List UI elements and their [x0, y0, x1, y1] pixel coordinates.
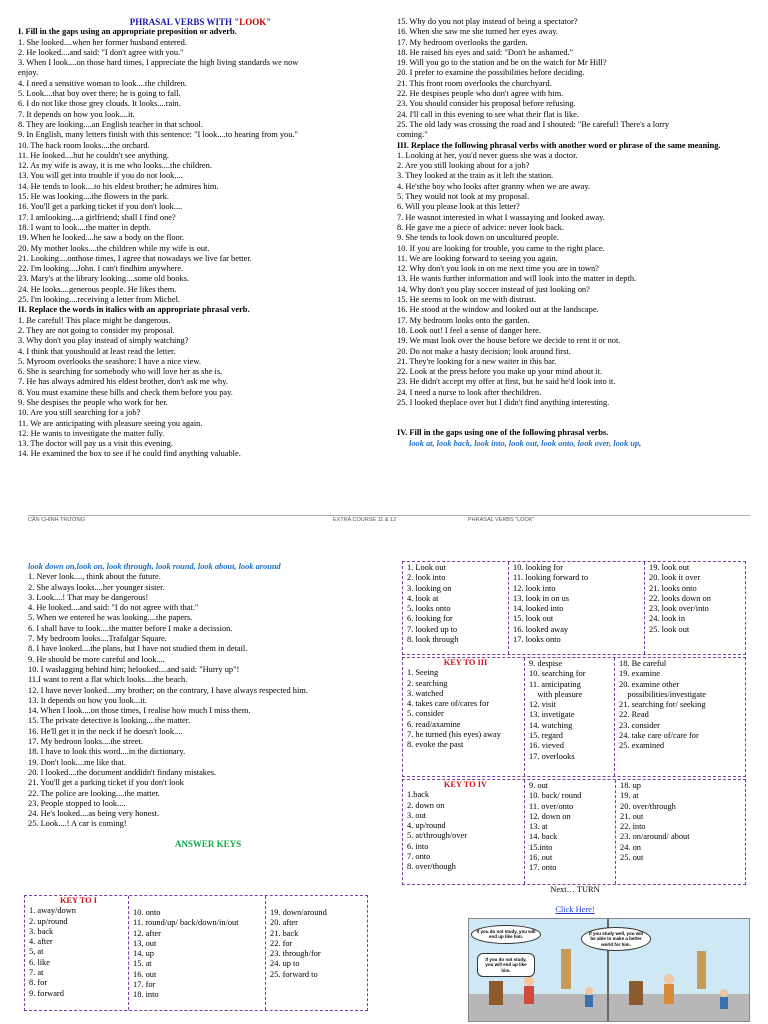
exercise-item: 2. She always looks....her younger sister. — [28, 582, 165, 592]
key-item: 5. at/through/over — [407, 831, 468, 841]
key-item: 24. look in — [649, 614, 686, 624]
exercise-item: 13. You will get into trouble if you do not look.... — [18, 171, 183, 181]
exercise-item: 16. He stood at the window and looked out at the landscape. — [397, 305, 599, 315]
key-item: 3. looking on — [407, 583, 452, 593]
exercise-item: 6. I do not like those grey clouds. It looks....rain. — [18, 99, 181, 109]
exercise-item: 17. I amlooking....a girlfriend; shall I find one? — [18, 212, 176, 222]
exercise-item: 5. Look....that boy over there; he is going to fall. — [18, 89, 181, 99]
section-2-list — [18, 316, 383, 460]
key-to-i-title: KEY TO I — [59, 896, 98, 905]
exercise-item: 23. Mary's at the library looking....some old books. — [18, 274, 190, 284]
exercise-item: 11. He looked....but he couldn't see anything. — [18, 150, 169, 160]
key-item: 16. out — [529, 853, 553, 863]
exercise-item: 11. We are looking forward to seeing you again. — [397, 253, 558, 263]
key-item: 16. vieved — [529, 741, 564, 751]
key-item: 2. look into — [407, 573, 446, 583]
key-item: 13. look in on us — [513, 593, 570, 603]
key-item: 20. look it over — [649, 573, 701, 583]
exercise-item: 5. They would not look at my proposal. — [397, 192, 530, 202]
section-4-list — [28, 572, 388, 829]
exercise-item: 3. Why don't you play instead of simply watching? — [18, 336, 189, 346]
key-item: possibilities/investigate — [619, 689, 707, 699]
key-item: 4. up/round — [407, 821, 446, 831]
key-to-iv-title: KEY TO IV — [443, 780, 488, 789]
key-item: 17. onto — [529, 863, 557, 873]
key-item: 9. despise — [529, 659, 563, 668]
key-item: 10. looking for — [513, 563, 564, 572]
key-item: 11. over/onto — [529, 801, 574, 811]
key-item: 16. looked away — [513, 624, 569, 634]
key-item: 18. up — [620, 781, 641, 790]
exercise-item: 1. Never look...., think about the future. — [28, 572, 161, 582]
key-item: 20. over/through — [620, 801, 676, 811]
key-item: 12. visit — [529, 700, 556, 710]
exercise-item: 4. I need a sensitive woman to look....the children. — [18, 78, 187, 88]
speech-bubble-right: If you study well, you will be able to make a better world for him. — [581, 927, 651, 951]
exercise-item: 22. He despises people who don't agree with him. — [397, 89, 564, 99]
exercise-item: 2. They are not going to consider my proposal. — [18, 325, 175, 335]
exercise-item: 15. He was looking....the flowers in the park. — [18, 192, 169, 202]
exercise-item: 9. He should be more careful and look.... — [28, 654, 165, 664]
exercise-item: 22. I'm looking....John. I can't findhim anywhere. — [18, 264, 184, 274]
key-item: 18. into — [133, 990, 159, 1000]
exercise-item: 24. He looks....generous people. He likes them. — [18, 284, 177, 294]
key-item: 23. on/around/ about — [620, 832, 690, 842]
section-2-heading: II. Replace the words in italics with an appropriate phrasal verb. — [18, 305, 250, 315]
bottom-left-column — [28, 562, 388, 849]
answer-keys-title: ANSWER KEYS — [174, 838, 242, 849]
key-item: 4. takes care of/cares for — [407, 699, 490, 709]
key-item: 19. look out — [649, 563, 690, 572]
exercise-item: 15. Why do you not play instead of being a spectator? — [397, 17, 578, 26]
exercise-item: 21. They're looking for a new waiter in this bar. — [397, 356, 557, 366]
section-4-options-line-1: look at, look back, look into, look out, look onto, look over, look up, — [409, 438, 642, 448]
key-item: 12. down on — [529, 811, 571, 821]
exercise-item: 21. This front room overlooks the churchyard. — [397, 78, 552, 88]
exercise-item: 15. The private detective is looking....the matter. — [28, 716, 191, 726]
key-item: 20. after — [270, 918, 298, 928]
key-item: 8. evoke the past — [407, 740, 464, 750]
exercise-item: 23. He didn't accept my offer at first, but he said he'd look into it. — [397, 377, 616, 387]
exercise-item: 16. He'll get it in the neck if he doesn't look.... — [28, 726, 183, 736]
exercise-item: 21. You'll get a parking ticket if you don't look — [28, 778, 184, 788]
speech-bubble-small: If you do not study, you will end up like him. — [477, 953, 535, 977]
key-item: 6. read/axamine — [407, 719, 461, 729]
key-item: 3. watched — [407, 688, 444, 698]
exercise-item: 19. We must look over the house before we decide to rent it or not. — [397, 336, 621, 346]
key-item: 1. away/down — [29, 906, 76, 916]
key-item: 7. looked up to — [407, 624, 458, 634]
exercise-item: 6. She is searching for somebody who will love her as she is. — [18, 367, 223, 377]
key-item: 10. searching for — [529, 669, 586, 679]
key-item: 14. looked into — [513, 604, 564, 614]
key-item: with pleasure — [529, 689, 583, 699]
footer-author: CẦN CHÍNH TRƯỜNG — [28, 517, 85, 523]
key-item: 23. through/for — [270, 949, 321, 959]
key-item: 14. up — [133, 949, 154, 959]
exercise-item: 19. Don't look....me like that. — [28, 757, 126, 767]
exercise-item: 3. Look....! That may be dangerous! — [28, 592, 149, 602]
key-item: 16. out — [133, 969, 157, 979]
footer-topic: PHRASAL VERBS "LOOK" — [468, 517, 535, 523]
exercise-item: 4. He looked....and said: "I do not agree with that." — [28, 603, 199, 613]
key-item: 13. at — [529, 822, 548, 832]
key-item: 22. Read — [619, 710, 649, 720]
key-item: 1. Look out — [407, 563, 446, 572]
key-item: 25. out — [620, 853, 644, 863]
exercise-item: 12. I have never looked....my brother; on the contrary, I have always respected him. — [28, 685, 308, 695]
exercise-item: 13. He wants further information and will look into the matter in depth. — [397, 274, 637, 284]
exercise-item: 2. He looked....and said: "I don't agree with you." — [18, 47, 184, 57]
exercise-item: 18. I have to look this word....in the dictionary. — [28, 747, 186, 757]
section-1-heading: I. Fill in the gaps using an appropriate preposition or adverb. — [18, 27, 237, 37]
exercise-item: 12. As my wife is away, it is me who looks....the children. — [18, 161, 212, 171]
exercise-item: 1. She looked....when her former husband entered. — [18, 37, 187, 47]
key-item: 14. back — [529, 832, 558, 842]
key-item: 24. take care of/care for — [619, 731, 699, 741]
exercise-item: 18. He raised his eyes and said: "Don't be ashamed." — [397, 47, 574, 57]
exercise-item: 5. When we entered he was looking....the papers. — [28, 613, 193, 623]
key-item: 23. consider — [619, 720, 660, 730]
exercise-item: 14. He examined the box to see if he could find anything valuable. — [18, 449, 241, 459]
exercise-item: 8. They are looking....an English teacher in that school. — [18, 119, 203, 129]
section-3-list — [397, 151, 750, 408]
exercise-item: 10. Are you still searching for a job? — [18, 408, 141, 418]
key-to-iv-box — [402, 779, 746, 885]
key-item: 21. back — [270, 928, 299, 938]
key-item: 7. onto — [407, 852, 431, 862]
key-item: 5. consider — [407, 709, 444, 719]
exercise-item: 1. Be careful! This place might be dangerous. — [18, 315, 171, 325]
key-item: 11. round/up/ back/down/in/out — [133, 918, 239, 928]
key-item: 8. for — [29, 978, 48, 988]
key-item: 9. forward — [29, 988, 64, 998]
key-item: 12. after — [133, 928, 161, 938]
exercise-item: 11. We are anticipating with pleasure seeing you again. — [18, 418, 203, 428]
key-item: 15. look out — [513, 614, 554, 624]
key-item: 25. forward to — [270, 969, 318, 979]
exercise-item: 25. The old lady was crossing the road and I shouted: "Be careful! There's a lorry — [397, 119, 670, 129]
worksheet-title: PHRASAL VERBS WITH "LOOK" — [129, 17, 272, 27]
exercise-item: 18. I want to look....the matter in depth. — [18, 222, 151, 232]
top-left-column — [18, 17, 383, 460]
exercise-item: 14. He tends to look....to his eldest brother; he admires him. — [18, 181, 219, 191]
exercise-item: 9. She despises the people who work for her. — [18, 397, 168, 407]
exercise-item: 20. My mother looks....the children while my wife is out. — [18, 243, 210, 253]
section-4-options-line-2: look down on,look on, look through, look round, look about, look around — [28, 562, 281, 571]
exercise-item: 25. I looked theplace over but I didn't find anything interesting. — [397, 397, 610, 407]
exercise-item: 11.I want to rent a flat which looks....the beach. — [28, 675, 188, 685]
exercise-item: 8. He gave me a piece of advice: never look back. — [397, 222, 564, 232]
exercise-item: 7. He has always admired his eldest brother, don't ask me why. — [18, 377, 228, 387]
exercise-item: 4. I think that youshould at least read the letter. — [18, 346, 176, 356]
key-item: 19. examine — [619, 669, 660, 679]
exercise-item: 23. You should consider his proposal before refusing. — [397, 99, 576, 109]
exercise-item: 20. I looked....the document anddidn't findany mistakes. — [28, 767, 217, 777]
key-to-iii-box — [402, 657, 746, 777]
exercise-item: 17. My bedroom looks onto the garden. — [397, 315, 530, 325]
top-right-column — [397, 17, 750, 449]
key-item: 7. at — [29, 968, 44, 978]
exercise-item: 25. Look....! A car is coming! — [28, 819, 127, 829]
footer-course: EXTRA COURSE 11 & 12 — [333, 517, 397, 523]
exercise-item: 10. The back room looks....the orchard. — [18, 140, 150, 150]
key-item: 22. for — [270, 938, 293, 948]
key-item: 19. down/around — [270, 908, 327, 917]
key-item: 25. look out — [649, 624, 690, 634]
key-item: 21. looks onto — [649, 583, 697, 593]
exercise-item: 17. My bedroon looks....the street. — [28, 737, 143, 747]
key-item: 13, out — [133, 938, 157, 948]
key-item: 1.back — [407, 790, 430, 800]
cartoon-illustration — [468, 918, 750, 1022]
exercise-item: 10. I waslagging behind him; helooked....and said: "Hurry up"! — [28, 664, 240, 674]
exercise-item: 24. I need a nurse to look after thechildren. — [397, 387, 542, 397]
key-item: 17. overlooks — [529, 751, 575, 761]
section-4-heading: IV. Fill in the gaps using one of the following phrasal verbs. — [397, 428, 609, 438]
key-item: 9. out — [529, 781, 549, 790]
exercise-item: 1. Looking at her, you'd never guess she was a doctor. — [397, 150, 578, 160]
key-item: 15.into — [529, 842, 553, 852]
section-1-list — [18, 38, 383, 306]
key-item: 7. he turned (his eyes) away — [407, 730, 501, 740]
exercise-item: 7. He wasnot interested in what I wassaying and looked away. — [397, 212, 605, 222]
key-item: 2. searching — [407, 678, 448, 688]
exercise-item: 6. I shall have to look....the matter before I make a decission. — [28, 623, 233, 633]
exercise-item: 13. The doctor will pay us a visit this evening. — [18, 439, 173, 449]
exercise-item: 21. Looking....onthose times, I agree that nowadays we live far better. — [18, 253, 252, 263]
key-item: 6. looking for — [407, 614, 453, 624]
exercise-item: 16. You'll get a parking ticket if you don't look.... — [18, 202, 183, 212]
key-item: 5. looks onto — [407, 604, 451, 614]
key-item: 21. out — [620, 811, 644, 821]
key-item: 21. searching for/ seeking — [619, 700, 706, 710]
key-item: 2. up/round — [29, 916, 68, 926]
key-item: 8. over/though — [407, 862, 456, 872]
section-2-continued-list — [397, 17, 750, 141]
key-item: 24. up to — [270, 959, 300, 969]
key-item: 15. at — [133, 959, 152, 969]
exercise-item: 19. When he looked....he saw a body on the floor. — [18, 233, 185, 243]
section-3-heading: III. Replace the following phrasal verbs with another word or phrase of the same meaning. — [397, 140, 721, 150]
exercise-item: 24. He's looked....as being very honest. — [28, 809, 160, 819]
exercise-item: 8. You must examine these bills and check them before you pay. — [18, 387, 233, 397]
exercise-item: 15. He seems to look on me with distrust. — [397, 295, 537, 305]
exercise-item: coming." — [397, 130, 428, 140]
exercise-item: 16. When she saw me she turned her eyes away. — [397, 27, 558, 37]
exercise-item: enjoy. — [18, 68, 39, 78]
key-item: 6. like — [29, 957, 50, 967]
key-item: 14. watching — [529, 720, 573, 730]
key-item: 10. back/ round — [529, 791, 582, 801]
exercise-item: 19. Will you go to the station and be on the watch for Mr Hill? — [397, 58, 607, 68]
key-item: 20. examine other — [619, 679, 680, 689]
key-item: 11. anticipating — [529, 679, 581, 689]
key-item: 17. for — [133, 980, 156, 990]
exercise-item: 2. Are you still looking about for a job? — [397, 161, 530, 171]
key-item: 19. at — [620, 791, 639, 801]
key-item: 6. into — [407, 841, 429, 851]
key-item: 5, at — [29, 947, 44, 957]
exercise-item: 23. People stopped to look.... — [28, 798, 126, 808]
exercise-item: 3. When I look....on those hard times, I appreciate the high living standards we now — [18, 58, 299, 68]
exercise-item: 6. Will you please look at this letter? — [397, 202, 520, 212]
key-to-i-box — [24, 895, 368, 1011]
exercise-item: 22. The police are looking....the matter. — [28, 788, 160, 798]
key-item: 10. onto — [133, 908, 161, 917]
key-item: 3. out — [407, 810, 427, 820]
key-item: 8. look through — [407, 635, 459, 645]
exercise-item: 14. Why don't you play soccer instead of just looking on? — [397, 284, 590, 294]
next-turn-text: Next… TURN — [550, 885, 600, 894]
exercise-item: 9. In English, many letters finish with this sentence: "I look....to hearing from you." — [18, 130, 298, 140]
exercise-item: 3. They looked at the train as it left the station. — [397, 171, 554, 181]
exercise-item: 18. Look out! I feel a sense of danger here. — [397, 325, 541, 335]
key-item: 13. invetigate — [529, 710, 575, 720]
exercise-item: 8. I have looked....the plans, but I have not studied them in detail. — [28, 644, 248, 654]
key-item: 22. into — [620, 822, 646, 832]
exercise-item: 24. I'll call in this evening to see what their flat is like. — [397, 109, 579, 119]
key-item: 24. on — [620, 842, 641, 852]
key-item: 2. down on — [407, 800, 445, 810]
click-here-link[interactable]: Click Here! — [555, 905, 595, 914]
exercise-item: 22. Look at the press before you make up your mind about it. — [397, 367, 603, 377]
page-footer — [28, 515, 750, 523]
speech-bubble-left: If you do not study, you will end up like him. — [471, 925, 541, 944]
exercise-item: 20. I prefer to examine the possibilities before deciding. — [397, 68, 585, 78]
exercise-item: 25. I'm looking....receiving a letter from Michel. — [18, 295, 180, 305]
key-item: 15. regard — [529, 731, 563, 741]
key-item: 11. looking forward to — [513, 573, 589, 583]
key-to-ii-box — [402, 561, 746, 655]
key-item: 17. looks onto — [513, 635, 561, 645]
key-item: 22. looks down on — [649, 593, 711, 603]
key-item: 23. look over/into — [649, 604, 709, 614]
key-item: 4. look at — [407, 593, 439, 603]
exercise-item: 17. My bedroom overlooks the garden. — [397, 37, 528, 47]
exercise-item: 12. Why don't you look in on me next time you are in town? — [397, 264, 599, 274]
exercise-item: 13. It depends on how you look...it. — [28, 695, 147, 705]
exercise-item: 10. If you are looking for trouble, you came to the right place. — [397, 243, 605, 253]
exercise-item: 4. He'sthe boy who looks after granny when we are away. — [397, 181, 591, 191]
key-item: 4. after — [29, 937, 53, 947]
exercise-item: 5. Myroom overlooks the seashore: I have a nice view. — [18, 356, 201, 366]
exercise-item: 14. When I look....on those times, I realise how much I miss them. — [28, 706, 251, 716]
exercise-item: 7. My bedroom looks....Trafalgar Square. — [28, 634, 167, 644]
key-item: 12. look into — [513, 583, 556, 593]
key-item: 18. Be careful — [619, 659, 667, 668]
key-item: 1. Seeing — [407, 668, 439, 678]
exercise-item: 9. She tends to look down on uncultured people. — [397, 233, 559, 243]
key-to-iii-title: KEY TO III — [443, 658, 488, 667]
key-item: 3. back — [29, 926, 54, 936]
key-item: 25. examined — [619, 741, 665, 751]
exercise-item: 12. He wants to investigate the matter fully. — [18, 428, 165, 438]
exercise-item: 7. It depends on how you look....it. — [18, 109, 135, 119]
exercise-item: 20. Do not make a hasty decision; look around first. — [397, 346, 571, 356]
